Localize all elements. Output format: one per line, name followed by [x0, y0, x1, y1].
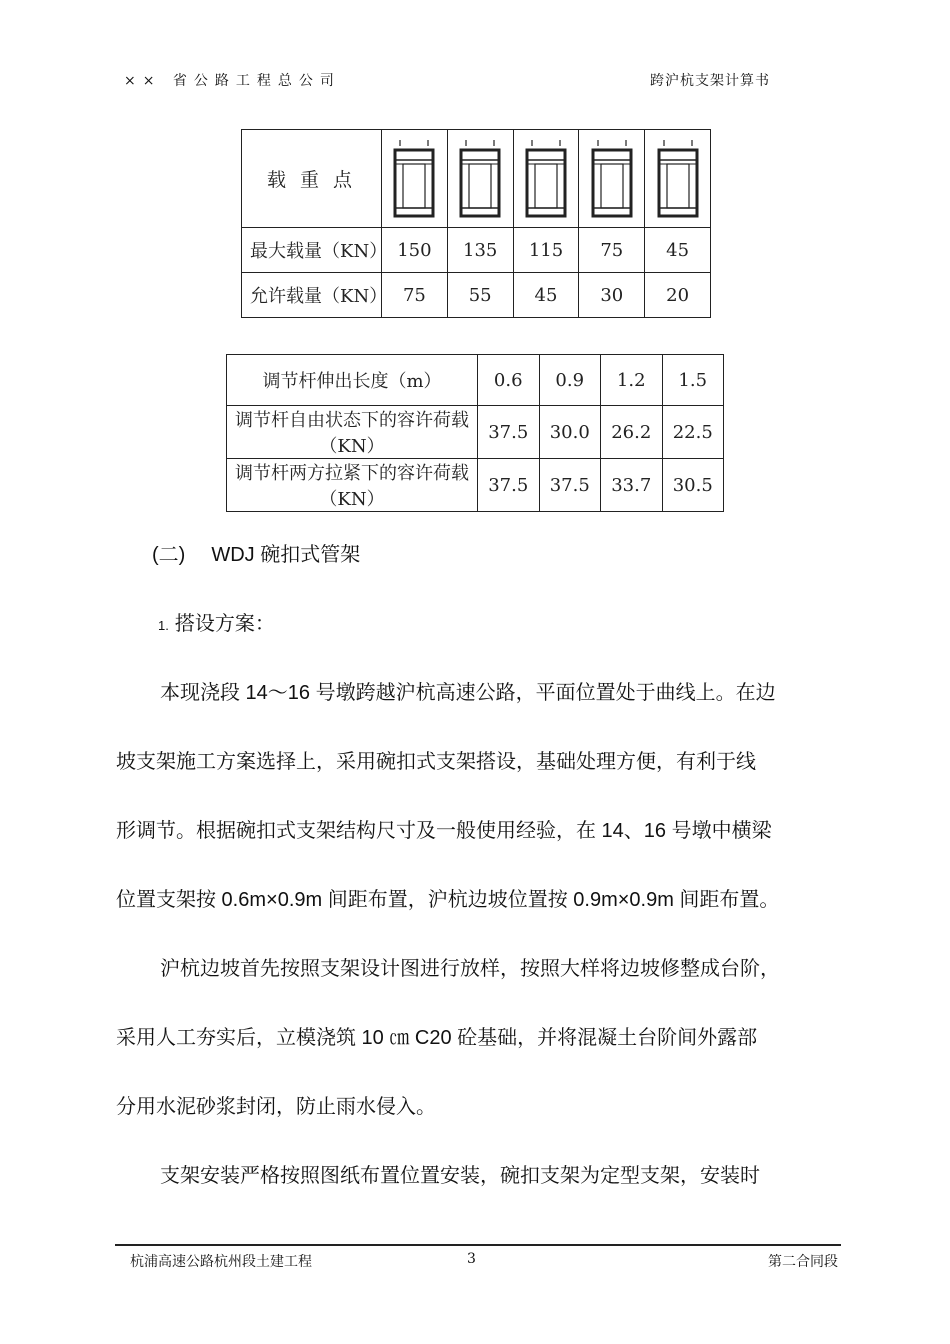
- table-row: [227, 406, 724, 459]
- load-point-header: 载 重 点: [242, 130, 382, 228]
- table-cell: 45: [513, 273, 579, 318]
- header-company: ×× 省公路工程总公司: [124, 73, 341, 89]
- table-cell: 0.9: [539, 355, 601, 406]
- paragraph-line: 本现浇段 14～16 号墩跨越沪杭高速公路，平面位置处于曲线上。在边: [160, 682, 776, 704]
- row-label: 调节杆自由状态下的容许荷载（KN）: [227, 406, 478, 459]
- table-cell: 37.5: [478, 459, 540, 512]
- row-label: 允许载量（KN）: [242, 273, 382, 318]
- row-label: 调节杆两方拉紧下的容许荷载（KN）: [227, 459, 478, 512]
- table-cell: 115: [513, 228, 579, 273]
- section-title: WDJ 碗扣式管架: [211, 544, 361, 566]
- scaffold-frame-icon: [513, 130, 579, 228]
- paragraph-line: 形调节。根据碗扣式支架结构尺寸及一般使用经验，在 14、16 号墩中横梁: [116, 820, 772, 842]
- table-cell: 30.0: [539, 406, 601, 459]
- paragraph-line: 沪杭边坡首先按照支架设计图进行放样，按照大样将边坡修整成台阶，: [160, 958, 780, 980]
- table-cell: 22.5: [662, 406, 724, 459]
- scaffold-frame-icon: [645, 130, 711, 228]
- footer-rule: [115, 1244, 841, 1246]
- subsection-number: 1.: [158, 618, 169, 633]
- table-cell: 26.2: [601, 406, 663, 459]
- table-cell: 37.5: [478, 406, 540, 459]
- table-cell: 1.5: [662, 355, 724, 406]
- table-row: [242, 228, 711, 273]
- section-heading: [152, 538, 360, 567]
- table-cell: 75: [579, 228, 645, 273]
- table-row: [242, 273, 711, 318]
- footer-project: 杭浦高速公路杭州段土建工程: [130, 1254, 312, 1270]
- load-capacity-table: [241, 129, 711, 318]
- paragraph-line: 坡支架施工方案选择上，采用碗扣式支架搭设，基础处理方便，有利于线: [116, 751, 756, 773]
- table-cell: 150: [382, 228, 448, 273]
- page-number: 3: [467, 1251, 476, 1267]
- table-cell: 20: [645, 273, 711, 318]
- subsection-title: 搭设方案：: [174, 613, 275, 635]
- header-doc-title: 跨沪杭支架计算书: [650, 73, 770, 89]
- table-cell: 30.5: [662, 459, 724, 512]
- table-row: [227, 459, 724, 512]
- scaffold-frame-icon: [382, 130, 448, 228]
- paragraph-line: 位置支架按 0.6m×0.9m 间距布置，沪杭边坡位置按 0.9m×0.9m 间距布置。: [116, 889, 780, 911]
- table-cell: 75: [382, 273, 448, 318]
- row-label: 调节杆伸出长度（m）: [227, 355, 478, 406]
- row-label: 最大载量（KN）: [242, 228, 382, 273]
- table-cell: 135: [447, 228, 513, 273]
- paragraph-line: 分用水泥砂浆封闭，防止雨水侵入。: [116, 1096, 436, 1118]
- section-number: (二): [152, 544, 186, 566]
- adjuster-rod-table: [226, 354, 724, 512]
- scaffold-frame-icon: [447, 130, 513, 228]
- table-cell: 55: [447, 273, 513, 318]
- paragraph-line: 支架安装严格按照图纸布置位置安装，碗扣支架为定型支架，安装时: [160, 1165, 760, 1187]
- scaffold-frame-icon: [579, 130, 645, 228]
- table-cell: 45: [645, 228, 711, 273]
- table-cell: 30: [579, 273, 645, 318]
- table-cell: 1.2: [601, 355, 663, 406]
- footer-contract: 第二合同段: [768, 1254, 838, 1270]
- table-cell: 33.7: [601, 459, 663, 512]
- table-row: [242, 130, 711, 228]
- table-row: [227, 355, 724, 406]
- paragraph-line: 采用人工夯实后，立模浇筑 10 ㎝ C20 砼基础，并将混凝土台阶间外露部: [116, 1027, 758, 1049]
- table-cell: 37.5: [539, 459, 601, 512]
- table-cell: 0.6: [478, 355, 540, 406]
- subsection-heading: [158, 607, 275, 636]
